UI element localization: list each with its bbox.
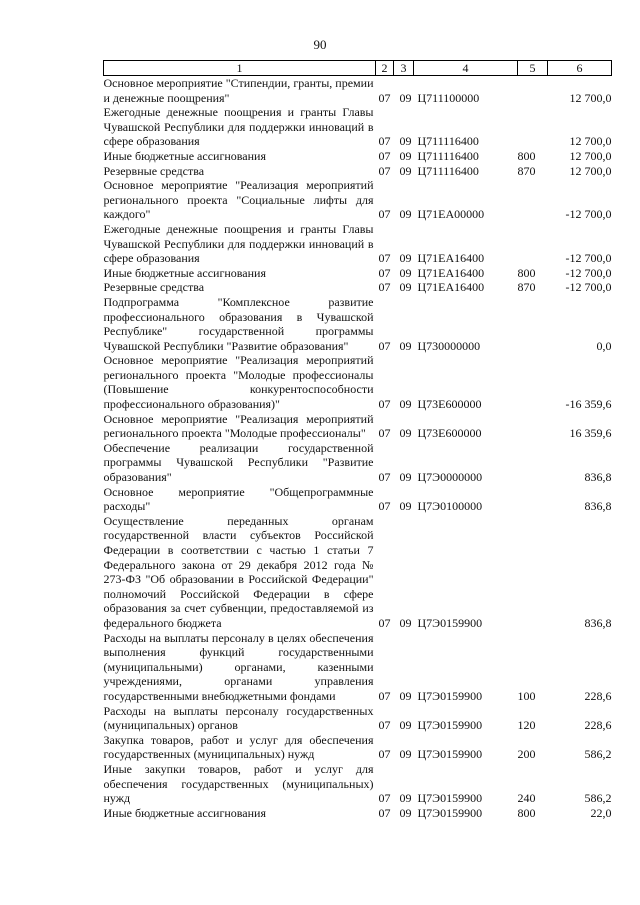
row-target-article: Ц71ЕА16400 bbox=[417, 265, 485, 280]
row-section: 07 bbox=[378, 134, 391, 149]
table-row bbox=[104, 164, 612, 179]
row-expense-type: 120 bbox=[517, 718, 536, 733]
table-header-row bbox=[104, 61, 612, 76]
column-header: 5 bbox=[518, 61, 548, 76]
row-name: Ежегодные денежные поощрения и гранты Главы Чувашской Республики для поддержки инноваций в сфере образования bbox=[103, 105, 374, 149]
row-target-article: Ц7Э0159900 bbox=[417, 747, 483, 762]
row-target-article: Ц71ЕА16400 bbox=[417, 280, 485, 295]
row-expense-type: 870 bbox=[517, 163, 536, 178]
column-header: 6 bbox=[548, 61, 612, 76]
column-header: 3 bbox=[394, 61, 414, 76]
row-section: 07 bbox=[378, 338, 391, 353]
row-subsection: 09 bbox=[399, 805, 412, 820]
row-subsection: 09 bbox=[399, 134, 412, 149]
row-name: Обеспечение реализации государственной программы Чувашской Республики "Развитие образования" bbox=[103, 440, 374, 485]
table-row bbox=[104, 412, 612, 441]
row-section: 07 bbox=[378, 148, 391, 163]
row-subsection: 09 bbox=[399, 207, 412, 222]
row-amount: 586,2 bbox=[584, 791, 612, 806]
row-subsection: 09 bbox=[399, 397, 412, 412]
row-expense-type bbox=[518, 353, 548, 411]
row-target-article: Ц711100000 bbox=[417, 90, 480, 105]
row-target-article: Ц711116400 bbox=[417, 134, 479, 149]
row-section: 07 bbox=[378, 499, 391, 514]
row-amount: -12 700,0 bbox=[565, 265, 612, 280]
row-amount: -16 359,6 bbox=[565, 397, 612, 412]
table-row bbox=[104, 631, 612, 704]
row-amount: 16 359,6 bbox=[569, 426, 612, 441]
row-section: 07 bbox=[378, 791, 391, 806]
budget-table bbox=[103, 60, 612, 820]
table-row bbox=[104, 295, 612, 353]
row-expense-type: 800 bbox=[517, 805, 536, 820]
row-amount: 12 700,0 bbox=[569, 148, 612, 163]
row-amount: 836,8 bbox=[584, 499, 612, 514]
row-amount: 0,0 bbox=[596, 338, 612, 353]
row-name: Иные бюджетные ассигнования bbox=[103, 265, 266, 280]
row-name: Основное мероприятие "Реализация мероприятий регионального проекта "Молодые профессионалы (Повышение конкурентоспособности профессионального образования)" bbox=[103, 353, 374, 412]
table-row bbox=[104, 222, 612, 266]
row-amount: 12 700,0 bbox=[569, 163, 612, 178]
table-row bbox=[104, 280, 612, 295]
row-subsection: 09 bbox=[399, 615, 412, 630]
row-target-article: Ц73Е600000 bbox=[417, 426, 482, 441]
row-name: Ежегодные денежные поощрения и гранты Главы Чувашской Республики для поддержки инноваций в сфере образования bbox=[103, 221, 374, 266]
row-section: 07 bbox=[378, 805, 391, 820]
row-subsection: 09 bbox=[399, 426, 412, 441]
row-target-article: Ц7Э0159900 bbox=[417, 791, 483, 806]
row-target-article: Ц7Э0159900 bbox=[417, 718, 483, 733]
row-target-article: Ц7Э0100000 bbox=[417, 499, 483, 514]
row-target-article: Ц7Э0159900 bbox=[417, 805, 483, 820]
column-header: 1 bbox=[104, 61, 376, 76]
table-row bbox=[104, 149, 612, 164]
row-amount: 22,0 bbox=[590, 805, 612, 820]
row-target-article: Ц730000000 bbox=[417, 338, 481, 353]
row-subsection: 09 bbox=[399, 470, 412, 485]
row-section: 07 bbox=[378, 718, 391, 733]
row-section: 07 bbox=[378, 280, 391, 295]
row-target-article: Ц71ЕА16400 bbox=[417, 251, 485, 266]
row-amount: 12 700,0 bbox=[569, 90, 612, 105]
table-row bbox=[104, 485, 612, 514]
row-section: 07 bbox=[378, 615, 391, 630]
row-name: Основное мероприятие "Общепрограммные расходы" bbox=[103, 484, 374, 514]
row-subsection: 09 bbox=[399, 148, 412, 163]
row-expense-type: 800 bbox=[517, 148, 536, 163]
row-subsection: 09 bbox=[399, 791, 412, 806]
row-expense-type: 240 bbox=[517, 791, 536, 806]
row-section: 07 bbox=[378, 747, 391, 762]
row-target-article: Ц71ЕА00000 bbox=[417, 207, 485, 222]
page-number: 90 bbox=[313, 37, 327, 52]
row-name: Основное мероприятие "Стипендии, гранты, премии и денежные поощрения" bbox=[103, 76, 374, 105]
table-row bbox=[104, 806, 612, 821]
row-expense-type bbox=[518, 412, 548, 441]
column-header: 2 bbox=[376, 61, 394, 76]
row-expense-type bbox=[518, 295, 548, 353]
row-subsection: 09 bbox=[399, 251, 412, 266]
row-amount: -12 700,0 bbox=[565, 280, 612, 295]
row-expense-type: 100 bbox=[517, 688, 536, 703]
row-section: 07 bbox=[378, 688, 391, 703]
table-row bbox=[104, 441, 612, 485]
row-name: Закупка товаров, работ и услуг для обеспечения государственных (муниципальных) нужд bbox=[103, 732, 374, 762]
row-subsection: 09 bbox=[399, 718, 412, 733]
row-name: Подпрограмма "Комплексное развитие профессионального образования в Чувашской Республике" государственной программы Чувашской Республики "Развитие образования" bbox=[103, 294, 374, 353]
row-amount: -12 700,0 bbox=[565, 207, 612, 222]
row-amount: 836,8 bbox=[584, 470, 612, 485]
row-target-article: Ц7Э0000000 bbox=[417, 470, 483, 485]
row-amount: -12 700,0 bbox=[565, 251, 612, 266]
table-row bbox=[104, 733, 612, 762]
row-section: 07 bbox=[378, 90, 391, 105]
row-expense-type: 870 bbox=[517, 280, 536, 295]
table-row bbox=[104, 105, 612, 149]
row-expense-type bbox=[518, 178, 548, 222]
row-amount: 228,6 bbox=[584, 688, 612, 703]
row-subsection: 09 bbox=[399, 163, 412, 178]
row-name: Резервные средства bbox=[103, 280, 205, 295]
column-header: 4 bbox=[414, 61, 518, 76]
row-amount: 12 700,0 bbox=[569, 134, 612, 149]
row-section: 07 bbox=[378, 470, 391, 485]
table-row bbox=[104, 762, 612, 806]
row-target-article: Ц7Э0159900 bbox=[417, 688, 483, 703]
row-name: Основное мероприятие "Реализация мероприятий регионального проекта "Социальные лифты для каждого" bbox=[103, 178, 374, 222]
row-amount: 586,2 bbox=[584, 747, 612, 762]
row-expense-type bbox=[518, 514, 548, 631]
table-row bbox=[104, 704, 612, 733]
row-expense-type: 800 bbox=[517, 265, 536, 280]
table-row bbox=[104, 353, 612, 411]
table-row bbox=[104, 76, 612, 106]
row-name: Расходы на выплаты персоналу в целях обеспечения выполнения функций государственными (муниципальными) органами, казенными учреждениями, органами управления государственными внебюджетными фондами bbox=[103, 630, 374, 703]
row-name: Осуществление переданных органам государственной власти субъектов Российской Федерации в соответствии с частью 1 статьи 7 Федерального закона от 29 декабря 2012 года № 273-ФЗ "Об образовании в Российской Федерации" полномочий Российской Федерации в сфере образования за счет субвенции, предоставляемой из федерального бюджета bbox=[103, 513, 374, 630]
row-section: 07 bbox=[378, 397, 391, 412]
row-expense-type: 200 bbox=[517, 747, 536, 762]
row-target-article: Ц7Э0159900 bbox=[417, 615, 483, 630]
row-target-article: Ц711116400 bbox=[417, 148, 479, 163]
row-amount: 228,6 bbox=[584, 718, 612, 733]
table-row bbox=[104, 178, 612, 222]
row-name: Иные закупки товаров, работ и услуг для обеспечения государственных (муниципальных) нужд bbox=[103, 761, 374, 806]
row-name: Иные бюджетные ассигнования bbox=[103, 805, 266, 820]
row-name: Основное мероприятие "Реализация мероприятий регионального проекта "Молодые профессионалы" bbox=[103, 411, 374, 441]
row-expense-type bbox=[518, 485, 548, 514]
row-name: Расходы на выплаты персоналу государственных (муниципальных) органов bbox=[103, 703, 374, 733]
row-subsection: 09 bbox=[399, 338, 412, 353]
row-name: Иные бюджетные ассигнования bbox=[103, 148, 266, 163]
table-row bbox=[104, 266, 612, 281]
row-target-article: Ц711116400 bbox=[417, 163, 479, 178]
row-expense-type bbox=[518, 441, 548, 485]
row-section: 07 bbox=[378, 265, 391, 280]
row-name: Резервные средства bbox=[103, 163, 205, 178]
table-row bbox=[104, 514, 612, 631]
table-body bbox=[104, 76, 612, 821]
row-subsection: 09 bbox=[399, 265, 412, 280]
row-subsection: 09 bbox=[399, 499, 412, 514]
row-section: 07 bbox=[378, 251, 391, 266]
row-subsection: 09 bbox=[399, 688, 412, 703]
row-section: 07 bbox=[378, 207, 391, 222]
row-subsection: 09 bbox=[399, 280, 412, 295]
row-section: 07 bbox=[378, 426, 391, 441]
row-expense-type bbox=[518, 76, 548, 106]
row-target-article: Ц73Е600000 bbox=[417, 397, 482, 412]
row-section: 07 bbox=[378, 163, 391, 178]
row-expense-type bbox=[518, 222, 548, 266]
row-subsection: 09 bbox=[399, 747, 412, 762]
row-subsection: 09 bbox=[399, 90, 412, 105]
row-expense-type bbox=[518, 105, 548, 149]
row-amount: 836,8 bbox=[584, 615, 612, 630]
